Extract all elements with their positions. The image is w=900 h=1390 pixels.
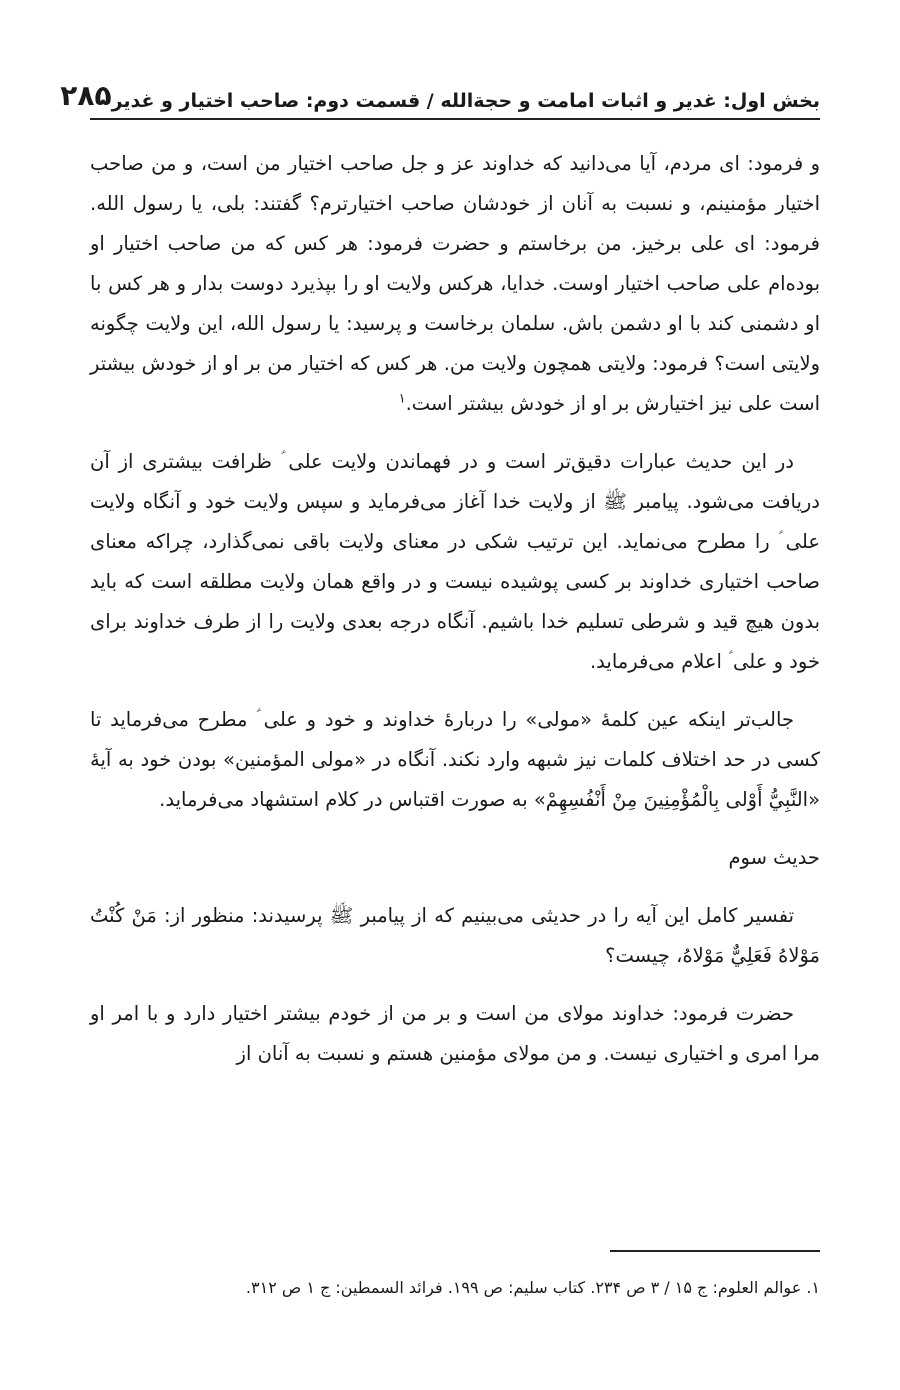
page-header (60, 60, 820, 120)
paragraph-text: و فرمود: ای مردم، آیا می‌دانید که خداوند عز و جل صاحب اختیار من است، و من صاحب اختیار مؤمنینم، و نسبت به آنان از خودشان صاحب اختیارترم؟ گفتند: بلی، یا رسول الله. فرمود: ای علی برخیز. من برخاستم و حضرت فرمود: هر کس که من صاحب اختیار او بوده‌ام علی صاحب اختیار اوست. خدایا، هرکس ولایت او را بپذیرد دوست بدار و هر کس با او دشمنی کند با او دشمن باش. سلمان برخاست و پرسید: یا رسول الله، این ولایت چگونه ولایتی است؟ فرمود: ولایتی همچون ولایت من. هر کس که اختیار من بر او از خودش بیشتر است علی نیز اختیارش بر او از خودش بیشتر است. (90, 152, 820, 415)
footnote-divider (610, 1250, 820, 1252)
paragraph-analysis: در این حدیث عبارات دقیق‌تر است و در فهماندن ولایت علی ؑ ظرافت بیشتری از آن دریافت می‌شود. پیامبر ﷺ از ولایت خدا آغاز می‌فرماید و سپس ولایت خود و آنگاه ولایت علی ؑ را مطرح می‌نماید. این ترتیب شکی در معنای ولایت باقی نمی‌گذارد، چراکه معنای صاحب اختیاری خداوند بر کسی پوشیده نیست و در واقع همان ولایت مطلقه است که باید بدون هیچ قید و شرطی تسلیم خدا باشیم. آنگاه درجه بعدی ولایت را از طرف خداوند برای خود و علی ؑ اعلام می‌فرماید. (90, 450, 820, 673)
running-head: بخش اول: غدیر و اثبات امامت و حجةالله / قسمت دوم: صاحب اختیار و غدیر (111, 90, 820, 112)
page-number: ۲۸۵ (60, 79, 112, 112)
paragraph-mawla-word: جالب‌تر اینکه عین کلمهٔ «مولی» را دربارهٔ خداوند و خود و علی ؑ مطرح می‌فرماید تا کسی در حد اختلاف کلمات نیز شبهه وارد نکند. آنگاه در «مولی المؤمنین» بودن خود به آیهٔ «النَّبِيُّ أَوْلى بِالْمُؤْمِنِينَ مِنْ أَنْفُسِهِمْ» به صورت اقتباس در کلام استشهاد می‌فرماید. (90, 708, 820, 811)
section-title: حدیث سوم (728, 846, 820, 869)
paragraph-prophet-answer: حضرت فرمود: خداوند مولای من است و بر من از خودم بیشتر اختیار دارد و با امر او مرا امری و اختیاری نیست. و من مولای مؤمنین هستم و نسبت به آنان از (90, 1002, 820, 1065)
footnote-marker: ۱ (398, 391, 406, 407)
body-text (90, 144, 820, 1074)
paragraph-third-hadith: تفسیر کامل این آیه را در حدیثی می‌بینیم که از پیامبر ﷺ پرسیدند: منظور از: مَنْ كُنْتُ مَوْلاهُ فَعَلِيٌّ مَوْلاهُ، چیست؟ (90, 904, 820, 967)
book-page (60, 60, 820, 1360)
footnote: ۱. عوالم العلوم: ج ۱۵ / ۳ ص ۲۳۴. کتاب سلیم: ص ۱۹۹. فرائد السمطین: ج ۱ ص ۳۱۲. (245, 1278, 820, 1297)
paragraph-hadith-quote (90, 144, 820, 424)
